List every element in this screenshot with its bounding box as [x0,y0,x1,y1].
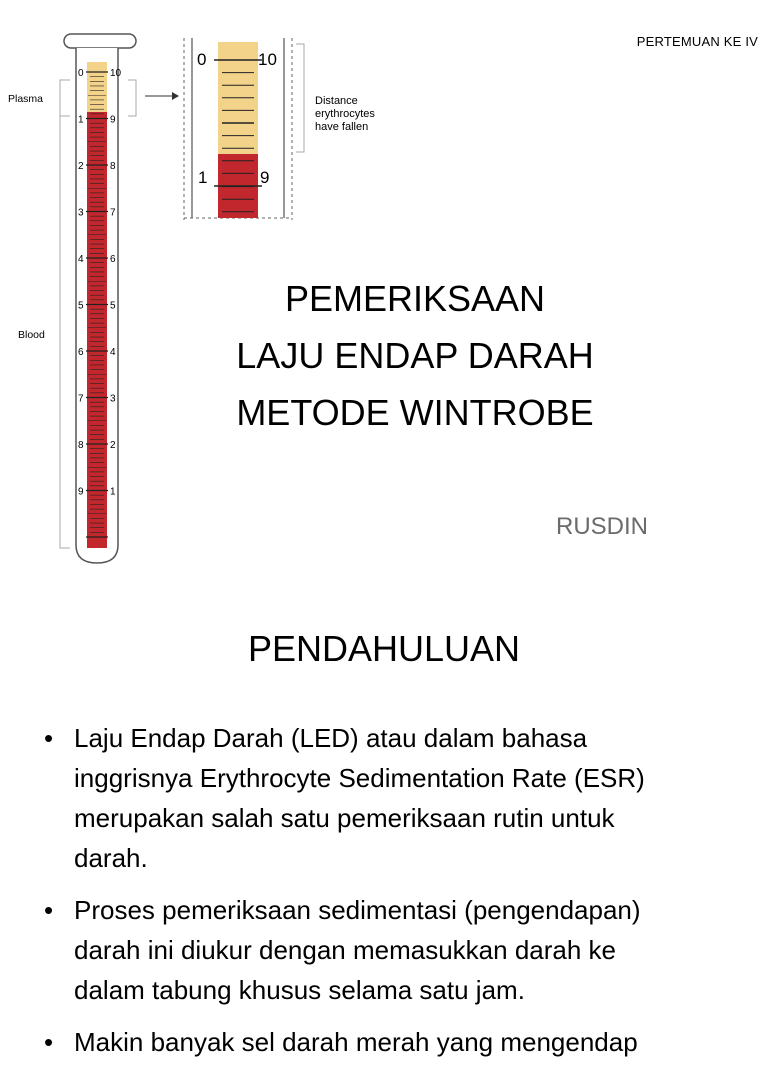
title-line-1: PEMERIKSAAN [284,278,546,319]
blood-bracket [60,116,70,548]
right-scale-label: 3 [110,393,116,405]
plasma-label: Plasma [8,93,44,105]
left-scale-label: 4 [78,254,84,265]
left-scale-label: 9 [78,486,84,498]
right-scale-label: 10 [110,68,122,79]
bullet-line: Laju Endap Darah (LED) atau dalam bahasa [74,723,588,753]
left-scale-label: 3 [78,207,84,219]
meeting-label: PERTEMUAN KE IV [636,34,758,49]
zoom-view [184,38,375,220]
distance-bracket [296,44,304,152]
bullet-line: inggrisnya Erythrocyte Sedimentation Rate (ESR) [74,763,645,793]
left-scale-label: 7 [78,393,84,405]
author-name: RUSDIN [556,513,649,540]
plasma-bracket [60,80,70,116]
plasma-bracket-right [128,80,136,116]
bullet-line: Proses pemeriksaan sedimentasi (pengendapan) [74,895,641,925]
intro-slide [0,580,768,1057]
right-scale-label: 8 [110,161,116,172]
bullet-line: darah ini diukur dengan memasukkan darah ke [74,935,617,965]
bullet-item-3 [38,1022,738,1062]
bullet-line: darah. [74,843,148,873]
tube-lip [64,34,136,48]
zoom-arrow-head [172,92,179,100]
bullet-list [38,718,738,1074]
bullet-dot: • [44,723,54,753]
bullet-item-1 [38,718,738,878]
right-scale-label: 6 [110,254,116,265]
callout-line-2: erythrocytes [315,108,375,120]
left-scale-label: 0 [78,68,84,79]
blood-column [87,112,107,548]
title-line-3: METODE WINTROBE [236,392,594,433]
right-scale-label: 9 [110,114,116,126]
bullet-dot: • [44,895,54,925]
bullet-dot: • [44,1027,54,1057]
callout-line-1: Distance [315,95,358,107]
bullet-line: Makin banyak sel darah merah yang mengendap [74,1027,638,1057]
slide-title [160,270,670,441]
right-scale-label: 5 [110,300,116,312]
bullet-line: merupakan salah satu pemeriksaan rutin untuk [74,803,615,833]
left-scale-label: 6 [78,347,84,358]
callout-line-3: have fallen [315,121,369,133]
right-scale-label: 7 [110,207,116,219]
section-heading: PENDAHULUAN [247,628,521,669]
zoom-label-bottom-right: 9 [260,168,270,187]
left-scale-label: 2 [78,161,84,172]
bullet-line: dalam tabung khusus selama satu jam. [74,975,525,1005]
zoom-label-bottom-left: 1 [198,168,208,187]
title-line-2: LAJU ENDAP DARAH [236,335,594,376]
zoom-label-top-left: 0 [197,50,207,69]
right-scale-label: 4 [110,347,116,358]
blood-label: Blood [18,329,45,341]
tube-ticks [86,72,108,537]
right-scale-label: 2 [110,440,116,451]
zoom-label-top-right: 10 [258,50,277,69]
left-scale-label: 8 [78,440,84,451]
right-scale-label: 1 [110,486,116,498]
wintrobe-tube [64,34,136,563]
left-scale-label: 5 [78,300,84,312]
left-scale-label: 1 [78,114,84,126]
bullet-item-2 [38,890,738,1010]
